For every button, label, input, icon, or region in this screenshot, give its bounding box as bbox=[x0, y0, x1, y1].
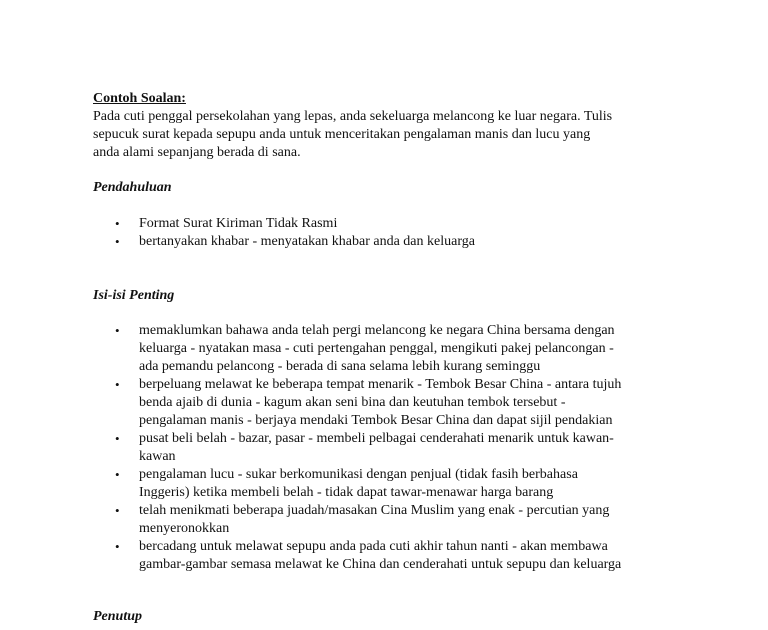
bullet-item-text-line: menyeronokkan bbox=[139, 521, 230, 536]
bullet-icon: • bbox=[115, 539, 120, 554]
bullet-item-text-line: Inggeris) ketika membeli belah - tidak dapat tawar-menawar harga barang bbox=[139, 485, 554, 500]
bullet-item bbox=[93, 322, 713, 376]
bullet-item bbox=[93, 538, 713, 574]
bullet-item-text-line: telah menikmati beberapa juadah/masakan Cina Muslim yang enak - percutian yang bbox=[139, 503, 610, 518]
bullet-item bbox=[93, 430, 713, 466]
bullet-item-text-line: ada pemandu pelancong - berada di sana selama lebih kurang seminggu bbox=[139, 359, 541, 374]
section-heading-closing: Penutup bbox=[93, 609, 143, 624]
bullet-item bbox=[93, 233, 713, 251]
bullet-item-text-line: benda ajaib di dunia - kagum akan seni bina dan keutuhan tembok tersebut - bbox=[139, 395, 566, 410]
question-text-line: anda alami sepanjang berada di sana. bbox=[93, 145, 301, 160]
bullet-item-text-line: pusat beli belah - bazar, pasar - membeli pelbagai cenderahati menarik untuk kawan- bbox=[139, 431, 614, 446]
bullet-item-text-line: berpeluang melawat ke beberapa tempat menarik - Tembok Besar China - antara tujuh bbox=[139, 377, 622, 392]
bullet-item-text-line: pengalaman manis - berjaya mendaki Tembok Besar China dan dapat sijil pendakian bbox=[139, 413, 613, 428]
bullet-item-text-line: pengalaman lucu - sukar berkomunikasi dengan penjual (tidak fasih berbahasa bbox=[139, 467, 578, 482]
bullet-icon: • bbox=[115, 467, 120, 482]
question-heading: Contoh Soalan: bbox=[93, 91, 186, 106]
bullet-item bbox=[93, 376, 713, 430]
bullet-item-text-line: Format Surat Kiriman Tidak Rasmi bbox=[139, 216, 338, 231]
bullet-icon: • bbox=[115, 377, 120, 392]
bullet-icon: • bbox=[115, 234, 120, 249]
bullet-icon: • bbox=[115, 323, 120, 338]
bullet-item-text-line: kawan bbox=[139, 449, 176, 464]
bullet-icon: • bbox=[115, 216, 120, 231]
bullet-item-text-line: keluarga - nyatakan masa - cuti pertengahan penggal, mengikuti pakej pelancongan - bbox=[139, 341, 614, 356]
question-text-line: Pada cuti penggal persekolahan yang lepas, anda sekeluarga melancong ke luar negara. Tulis bbox=[93, 109, 613, 124]
bullet-item bbox=[93, 466, 713, 502]
section-heading-introduction: Pendahuluan bbox=[93, 180, 172, 195]
bullet-item bbox=[93, 502, 713, 538]
bullet-item-text-line: gambar-gambar semasa melawat ke China dan cenderahati untuk sepupu dan keluarga bbox=[139, 557, 622, 572]
bullet-item-text-line: bertanyakan khabar - menyatakan khabar anda dan keluarga bbox=[139, 234, 475, 249]
bullet-item-text-line: bercadang untuk melawat sepupu anda pada cuti akhir tahun nanti - akan membawa bbox=[139, 539, 608, 554]
bullet-icon: • bbox=[115, 503, 120, 518]
question-text-line: sepucuk surat kepada sepupu anda untuk menceritakan pengalaman manis dan lucu yang bbox=[93, 127, 591, 142]
bullet-item-text-line: memaklumkan bahawa anda telah pergi melancong ke negara China bersama dengan bbox=[139, 323, 615, 338]
bullet-item bbox=[93, 215, 713, 233]
bullet-icon: • bbox=[115, 431, 120, 446]
introduction-bullet-list bbox=[93, 215, 713, 251]
main-points-bullet-list bbox=[93, 322, 713, 574]
section-heading-main-points: Isi-isi Penting bbox=[93, 288, 175, 303]
